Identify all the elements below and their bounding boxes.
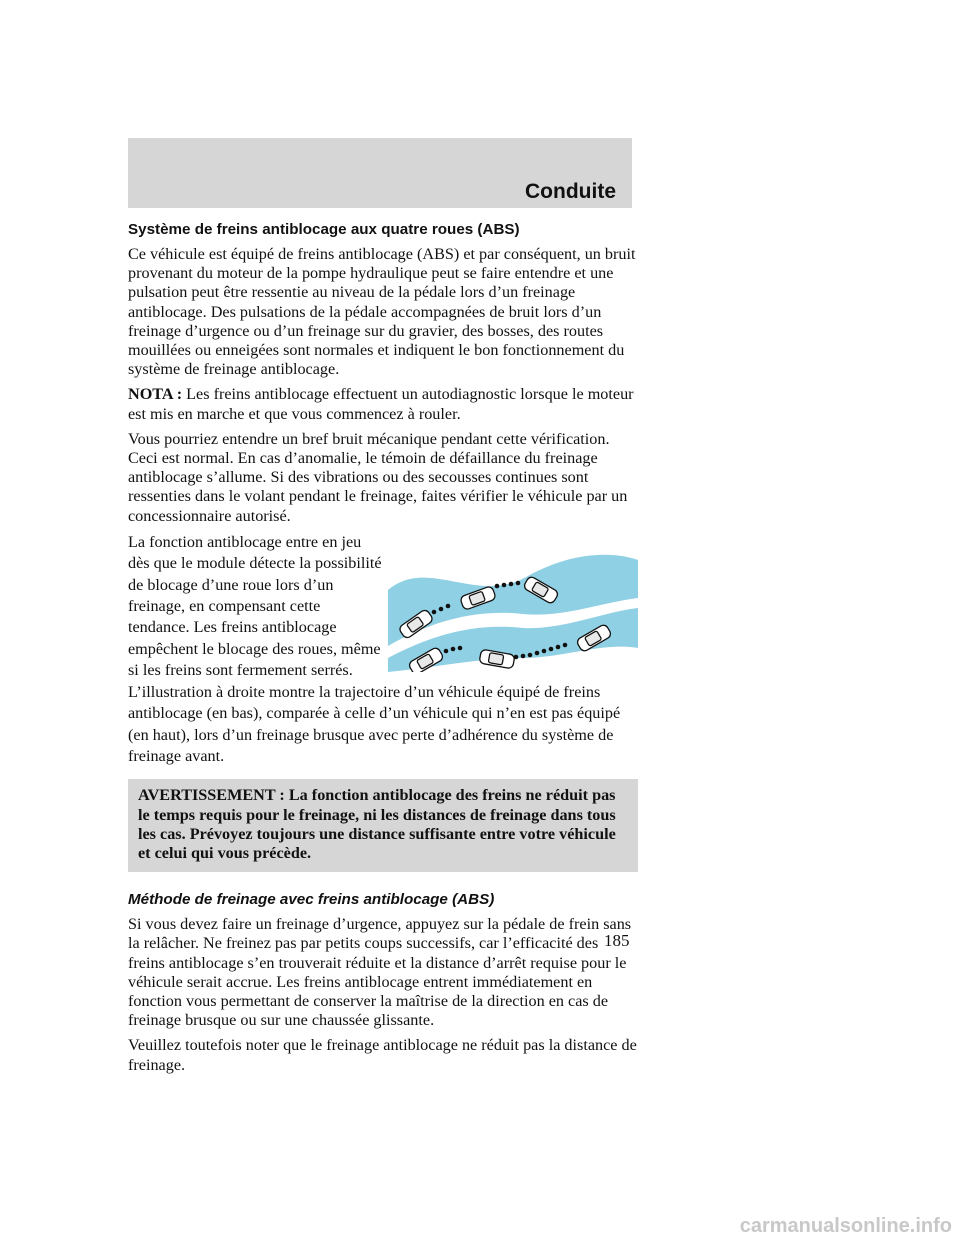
paragraph-braking-distance-note: Veuillez toutefois noter que le freinage antiblocage ne réduit pas la distance de freinage. <box>128 1036 637 1074</box>
heading-abs-system: Système de freins antiblocage aux quatre roues (ABS) <box>128 221 520 238</box>
watermark-text: carmanualsonline.info <box>739 1215 952 1237</box>
section-header-band <box>128 138 632 208</box>
warning-box: AVERTISSEMENT : La fonction antiblocage des freins ne réduit pas le temps requis pour le freinage, ni les distances de freinage dans tous les cas. Prévoyez toujours une distance suffisante entre votre véhicule et celui qui vous précède. <box>128 779 638 872</box>
note-paragraph <box>128 385 638 423</box>
page-content <box>128 218 638 1081</box>
heading-braking-method: Méthode de freinage avec freins antiblocage (ABS) <box>128 891 495 909</box>
note-label: NOTA : <box>128 385 183 404</box>
note-text: Les freins antiblocage effectuent un autodiagnostic lorsque le moteur est mis en marche et que vous commencez à rouler. <box>128 385 634 423</box>
paragraph-antilock-function <box>128 532 638 767</box>
paragraph-self-check: Vous pourriez entendre un bref bruit mécanique pendant cette vérification. Ceci est normal. En cas d’anomalie, le témoin de défaillance du freinage antiblocage s’allume. Si des vibrations ou des secousses continues sont ressenties dans le volant pendant le freinage, faites vérifier le véhicule par un concessionnaire autorisé. <box>128 429 628 525</box>
page-number: 185 <box>604 931 630 950</box>
abs-trajectory-icon <box>388 546 638 672</box>
abs-trajectory-illustration <box>388 546 638 672</box>
antilock-function-text: La fonction antiblocage entre en jeu dès que le module détecte la possibilité de blocage d’une roue lors d’un freinage, en compensant cette tendance. Les freins antiblocage empêchent le blocage des roues, même si les freins sont fermement serrés. L’illustration à droite montre la trajectoire d’un véhicule équipé de freins antiblocage (en bas), comparée à celle d’un véhicule qui n’en est pas équipé (en haut), lors d’un freinage brusque avec perte d’adhérence du système de freinage avant. <box>128 532 621 765</box>
paragraph-emergency-braking: Si vous devez faire un freinage d’urgence, appuyez sur la pédale de frein sans la relâcher. Ne freinez pas par petits coups successifs, car l’efficacité des freins antiblocage s’en trouverait réduite et la distance d’arrêt requise pour le véhicule serait accrue. Les freins antiblocage entrent immédiatement en fonction vous permettant de conserver la maîtrise de la direction en cas de freinage brusque ou sur une chaussée glissante. <box>128 915 632 1030</box>
paragraph-abs-intro: Ce véhicule est équipé de freins antiblocage (ABS) et par conséquent, un bruit provenant du moteur de la pompe hydraulique peut se faire entendre et une pulsation peut être ressentie au niveau de la pédale lors d’un freinage antiblocage. Des pulsations de la pédale accompagnées de bruit lors d’un freinage d’urgence ou d’un freinage sur du gravier, des bosses, des routes mouillées ou enneigées sont normales et indiquent le bon fonctionnement du système de freinage antiblocage. <box>128 245 636 379</box>
section-title: Conduite <box>525 180 616 203</box>
